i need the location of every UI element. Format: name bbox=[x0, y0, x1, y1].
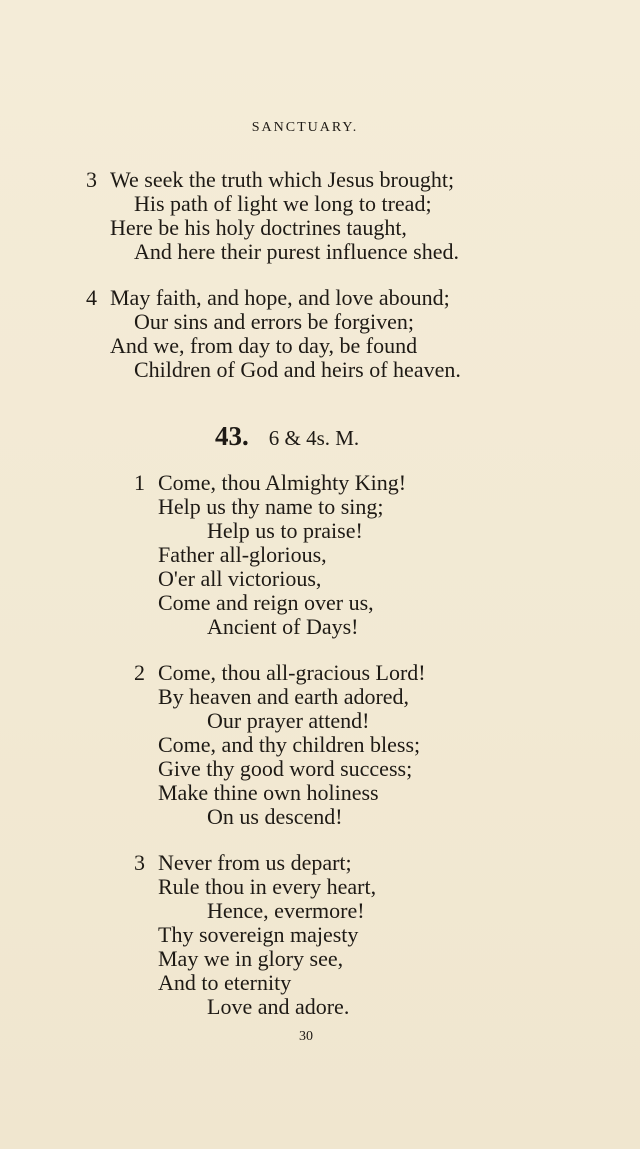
running-head: SANCTUARY. bbox=[251, 120, 359, 135]
stanza-line: 2 Come, thou all-gracious Lord! bbox=[134, 660, 426, 685]
stanza-line: Father all-glorious, bbox=[158, 542, 327, 567]
stanza-line: 3 Never from us depart; bbox=[134, 850, 352, 875]
stanza-number: 3 bbox=[86, 167, 97, 192]
stanza-line: 1 Come, thou Almighty King! bbox=[134, 470, 407, 495]
hymn-meter: 6 & 4s. M. bbox=[268, 426, 360, 450]
stanza-line: Love and adore. bbox=[207, 994, 350, 1019]
stanza-line: And here their purest influence shed. bbox=[134, 239, 459, 264]
stanza-line: By heaven and earth adored, bbox=[158, 684, 410, 709]
stanza-line: 4 May faith, and hope, and love abound; bbox=[86, 285, 450, 310]
stanza-line: Ancient of Days! bbox=[207, 614, 359, 639]
stanza-line: And to eternity bbox=[158, 970, 292, 995]
stanza-number: 3 bbox=[134, 850, 145, 875]
stanza-line: Make thine own holiness bbox=[158, 780, 379, 805]
stanza-line: On us descend! bbox=[207, 804, 343, 829]
hymn-number: 43. bbox=[215, 421, 249, 451]
stanza-line: O'er all victorious, bbox=[158, 566, 322, 591]
stanza-line: Here be his holy doctrines taught, bbox=[110, 215, 407, 240]
stanza-line: Come, and thy children bless; bbox=[158, 732, 421, 757]
stanza-line: And we, from day to day, be found bbox=[110, 333, 418, 358]
stanza-line: His path of light we long to tread; bbox=[134, 191, 432, 216]
stanza-line: Help us to praise! bbox=[207, 518, 363, 543]
stanza-line: Our prayer attend! bbox=[207, 708, 370, 733]
stanza-line: Thy sovereign majesty bbox=[158, 922, 359, 947]
stanza-line: Our sins and errors be forgiven; bbox=[134, 309, 415, 334]
stanza-number: 4 bbox=[86, 285, 97, 310]
stanza-line: Hence, evermore! bbox=[207, 898, 365, 923]
stanza-line: Rule thou in every heart, bbox=[158, 874, 377, 899]
stanza-line: Come and reign over us, bbox=[158, 590, 374, 615]
page-number: 30 bbox=[299, 1029, 313, 1044]
stanza-line: Give thy good word success; bbox=[158, 756, 413, 781]
stanza-line: Children of God and heirs of heaven. bbox=[134, 357, 461, 382]
stanza-line: 3 We seek the truth which Jesus brought; bbox=[86, 167, 455, 192]
stanza-line: May we in glory see, bbox=[158, 946, 344, 971]
stanza-number: 2 bbox=[134, 660, 145, 685]
hymn-heading bbox=[215, 421, 359, 452]
stanza-number: 1 bbox=[134, 470, 145, 495]
stanza-line: Help us thy name to sing; bbox=[158, 494, 384, 519]
